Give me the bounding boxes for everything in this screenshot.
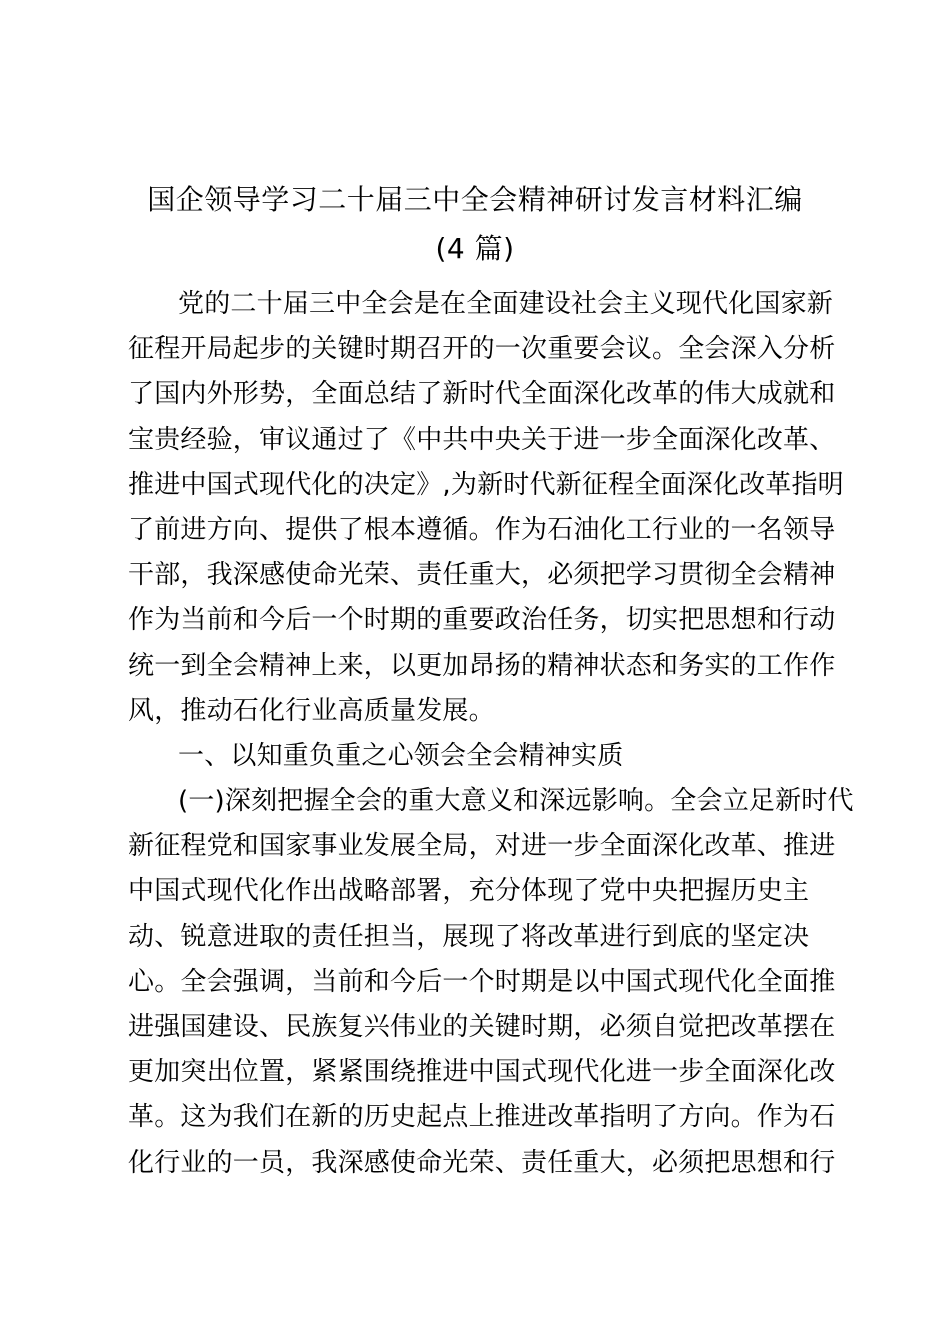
- paragraph-line: 新征程党和国家事业发展全局，对进一步全面深化改革、推进: [128, 831, 836, 862]
- paragraph-line: 宝贵经验，审议通过了《中共中央关于进一步全面深化改革、: [128, 424, 836, 455]
- paragraph-line: 推进中国式现代化的决定》,为新时代新征程全面深化改革指明: [128, 469, 844, 500]
- paragraph-line: 更加突出位置，紧紧围绕推进中国式现代化进一步全面深化改: [128, 1057, 836, 1088]
- paragraph-line: 化行业的一员，我深感使命光荣、责任重大，必须把思想和行: [128, 1147, 836, 1178]
- paragraph-line: 中国式现代化作出战略部署，充分体现了党中央把握历史主: [128, 876, 810, 907]
- paragraph-line: 风，推动石化行业高质量发展。: [128, 695, 495, 726]
- paragraph-line: 了国内外形势，全面总结了新时代全面深化改革的伟大成就和: [128, 379, 836, 410]
- paragraph-line: 党的二十届三中全会是在全面建设社会主义现代化国家新: [178, 289, 834, 319]
- paragraph-line: 作为当前和今后一个时期的重要政治任务，切实把思想和行动: [128, 605, 836, 636]
- paragraph-line: (一)深刻把握全会的重大意义和深远影响。全会立足新时代: [178, 786, 854, 817]
- document-title: 国企领导学习二十届三中全会精神研讨发言材料汇编: [147, 183, 803, 216]
- paragraph-line: 干部，我深感使命光荣、责任重大，必须把学习贯彻全会精神: [128, 560, 836, 591]
- paragraph-line: 革。这为我们在新的历史起点上推进改革指明了方向。作为石: [128, 1102, 836, 1133]
- paragraph-line: 动、锐意进取的责任担当，展现了将改革进行到底的坚定决: [128, 921, 810, 952]
- paragraph-line: 了前进方向、提供了根本遵循。作为石油化工行业的一名领导: [128, 514, 836, 545]
- document-subtitle: (4 篇): [435, 232, 515, 265]
- section-heading: 一、以知重负重之心领会全会精神实质: [178, 740, 624, 771]
- paragraph-line: 进强国建设、民族复兴伟业的关键时期，必须自觉把改革摆在: [128, 1012, 836, 1042]
- paragraph-line: 心。全会强调，当前和今后一个时期是以中国式现代化全面推: [128, 966, 836, 997]
- paragraph-line: 统一到全会精神上来，以更加昂扬的精神状态和务实的工作作: [128, 650, 836, 681]
- document-body: [128, 282, 854, 1186]
- paragraph-line: 征程开局起步的关键时期召开的一次重要会议。全会深入分析: [128, 334, 836, 365]
